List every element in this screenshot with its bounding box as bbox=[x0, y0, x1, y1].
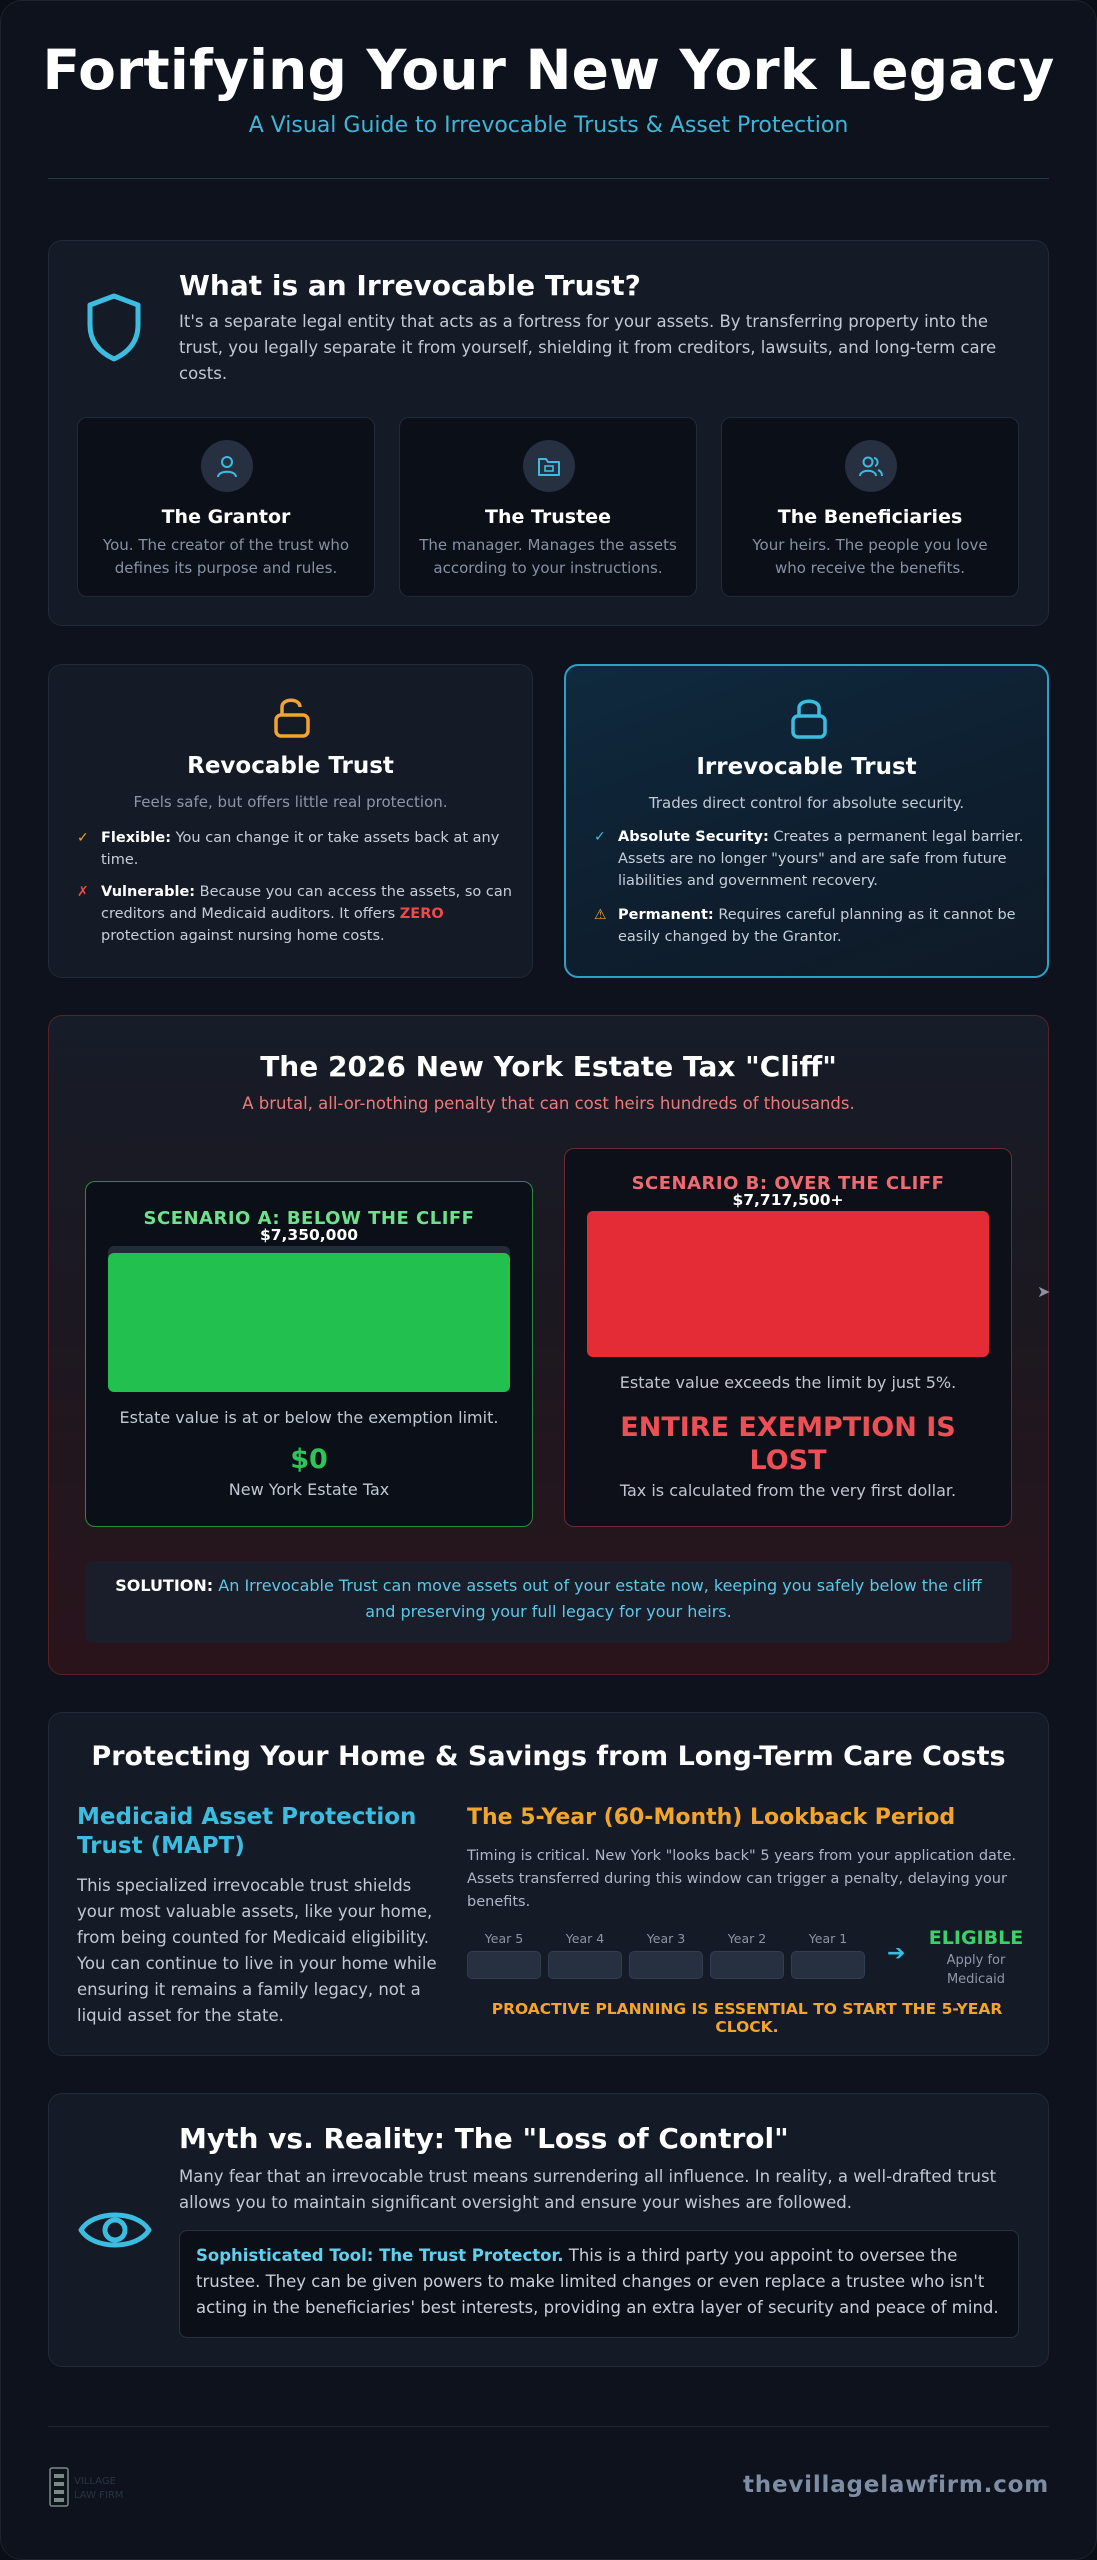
eligible-label: ELIGIBLE bbox=[928, 1927, 1024, 1949]
scenario-caption: Estate value exceeds the limit by just 5%. bbox=[619, 1373, 957, 1392]
role-desc: You. The creator of the trust who defines its purpose and rules. bbox=[102, 536, 350, 577]
unlock-icon bbox=[273, 695, 311, 739]
year-block bbox=[710, 1951, 784, 1979]
scenario-value: $7,717,500+ bbox=[732, 1191, 844, 1209]
point-absolute-security: ✓ Absolute Security: Creates a permanent legal barrier. Assets are no longer "yours" and are safe from future liabilities and government recovery. bbox=[594, 826, 1034, 892]
check-icon: ✓ bbox=[77, 830, 89, 846]
scenario-heading: SCENARIO A: BELOW THE CLIFF bbox=[143, 1208, 475, 1229]
arrow-right-icon: ➔ bbox=[887, 1941, 906, 1966]
scenario-result-label: Tax is calculated from the very first dollar. bbox=[619, 1481, 957, 1500]
firm-logo bbox=[48, 2466, 158, 2508]
year-label: Year 5 bbox=[484, 1931, 524, 1946]
eye-icon bbox=[77, 2204, 153, 2256]
tool-text: This is a third party you appoint to oversee the trustee. They can be given powers to make limited changes or even replace a trustee who isn't acting in the beneficiaries' best interests, providing an extra layer of security and peace of mind. bbox=[196, 2246, 999, 2317]
header-divider bbox=[48, 178, 1049, 179]
estate-tax-cliff-section bbox=[48, 1015, 1049, 1675]
lock-icon bbox=[790, 696, 828, 740]
section-body: It's a separate legal entity that acts as a fortress for your assets. By transferring property into the trust, you legally separate it from yourself, shielding it from creditors, lawsuits, and long-term care costs. bbox=[179, 312, 997, 383]
scenario-bar bbox=[587, 1211, 989, 1357]
svg-text:VILLAGE: VILLAGE bbox=[74, 2476, 116, 2487]
role-desc: The manager. Manages the assets according to your instructions. bbox=[419, 536, 677, 577]
mapt-body: This specialized irrevocable trust shields your most valuable assets, like your home, from being counted for Medicaid eligibility. You can continue to live in your home while ensuring it remains a family legacy, not a liquid asset for the state. bbox=[77, 1876, 437, 2025]
scenario-bar-track bbox=[587, 1211, 989, 1357]
scenario-caption: Estate value is at or below the exemption limit. bbox=[119, 1408, 499, 1427]
role-title: The Beneficiaries bbox=[777, 506, 963, 528]
irrevocable-trust-card bbox=[564, 664, 1049, 978]
revocable-trust-card bbox=[48, 664, 533, 978]
zero-emphasis: ZERO bbox=[399, 906, 444, 922]
scenario-result: $0 bbox=[290, 1444, 328, 1475]
solution-label: SOLUTION: bbox=[115, 1576, 214, 1595]
point-flexible: ✓ Flexible: You can change it or take assets back at any time. bbox=[77, 827, 517, 871]
year-label: Year 3 bbox=[646, 1931, 686, 1946]
page-subtitle: A Visual Guide to Irrevocable Trusts & Asset Protection bbox=[248, 113, 849, 138]
card-subtitle: Feels safe, but offers little real protection. bbox=[133, 793, 448, 811]
footer-divider bbox=[48, 2426, 1049, 2427]
scenario-value: $7,350,000 bbox=[259, 1226, 359, 1244]
mapt-title: Medicaid Asset Protection Trust (MAPT) bbox=[77, 1804, 417, 1859]
year-label: Year 2 bbox=[727, 1931, 767, 1946]
solution-banner bbox=[85, 1561, 1012, 1643]
scenario-bar bbox=[108, 1253, 510, 1392]
year-label: Year 4 bbox=[565, 1931, 605, 1946]
role-title: The Trustee bbox=[485, 506, 611, 528]
warning-icon: ⚠ bbox=[594, 907, 607, 923]
role-card-trustee bbox=[399, 417, 697, 597]
what-is-section bbox=[48, 240, 1049, 626]
role-title: The Grantor bbox=[161, 506, 291, 528]
scenario-bar-track bbox=[108, 1246, 510, 1392]
solution-text: An Irrevocable Trust can move assets out of your estate now, keeping you safely below the cliff and preserving your full legacy for your heirs. bbox=[213, 1576, 982, 1621]
lookback-title: The 5-Year (60-Month) Lookback Period bbox=[467, 1805, 956, 1830]
scenario-result-label: New York Estate Tax bbox=[228, 1480, 390, 1499]
trust-protector-box bbox=[179, 2230, 1019, 2338]
scenario-a-card bbox=[85, 1181, 533, 1527]
role-card-grantor bbox=[77, 417, 375, 597]
section-title: What is an Irrevocable Trust? bbox=[179, 269, 641, 302]
section-subtitle: A brutal, all-or-nothing penalty that can cost heirs hundreds of thousands. bbox=[242, 1094, 855, 1113]
point-permanent: ⚠ Permanent: Requires careful planning as it cannot be easily changed by the Grantor. bbox=[594, 904, 1034, 948]
year-block bbox=[467, 1951, 541, 1979]
users-icon bbox=[858, 453, 884, 479]
scenario-heading: SCENARIO B: OVER THE CLIFF bbox=[631, 1173, 945, 1194]
year-label: Year 1 bbox=[808, 1931, 848, 1946]
section-title: Myth vs. Reality: The "Loss of Control" bbox=[179, 2122, 789, 2155]
role-card-beneficiaries bbox=[721, 417, 1019, 597]
tool-label: Sophisticated Tool: The Trust Protector. bbox=[196, 2246, 564, 2265]
scenario-result: ENTIRE EXEMPTION IS LOST bbox=[620, 1412, 956, 1476]
myth-vs-reality-section bbox=[48, 2093, 1049, 2367]
card-subtitle: Trades direct control for absolute security. bbox=[648, 794, 965, 812]
section-body: Many fear that an irrevocable trust means surrendering all influence. In reality, a well-drafted trust allows you to maintain significant oversight and ensure your wishes are followed. bbox=[179, 2167, 997, 2212]
proactive-note: PROACTIVE PLANNING IS ESSENTIAL TO START THE 5-YEAR CLOCK. bbox=[491, 2000, 1003, 2036]
check-icon: ✓ bbox=[594, 829, 606, 845]
chevron-right-icon: ➤ bbox=[1037, 1282, 1051, 1301]
section-title: Protecting Your Home & Savings from Long-Term Care Costs bbox=[91, 1741, 1006, 1772]
year-block bbox=[629, 1951, 703, 1979]
cross-icon: ✗ bbox=[77, 884, 89, 900]
shield-icon bbox=[83, 291, 145, 363]
year-block bbox=[791, 1951, 865, 1979]
section-title: The 2026 New York Estate Tax "Cliff" bbox=[260, 1050, 837, 1083]
user-icon bbox=[214, 453, 240, 479]
lookback-body: Timing is critical. New York "looks back" 5 years from your application date. Assets transferred during this window can trigger a penalty, delaying your benefits. bbox=[467, 1848, 1017, 1910]
point-vulnerable: ✗ Vulnerable: Because you can access the assets, so can creditors and Medicaid auditors. It offers ZERO protection against nursing home costs. bbox=[77, 881, 517, 947]
card-title: Revocable Trust bbox=[187, 753, 394, 779]
eligible-sublabel: Apply for Medicaid bbox=[946, 1953, 1006, 1987]
page-title: Fortifying Your New York Legacy bbox=[42, 38, 1055, 102]
scenario-b-card bbox=[564, 1148, 1012, 1527]
svg-text:LAW FIRM: LAW FIRM bbox=[74, 2490, 124, 2501]
long-term-care-section bbox=[48, 1712, 1049, 2056]
footer-website[interactable]: thevillagelawfirm.com bbox=[743, 2472, 1049, 2498]
folder-icon bbox=[536, 453, 562, 479]
year-block bbox=[548, 1951, 622, 1979]
card-title: Irrevocable Trust bbox=[696, 754, 917, 780]
role-desc: Your heirs. The people you love who receive the benefits. bbox=[752, 536, 988, 577]
